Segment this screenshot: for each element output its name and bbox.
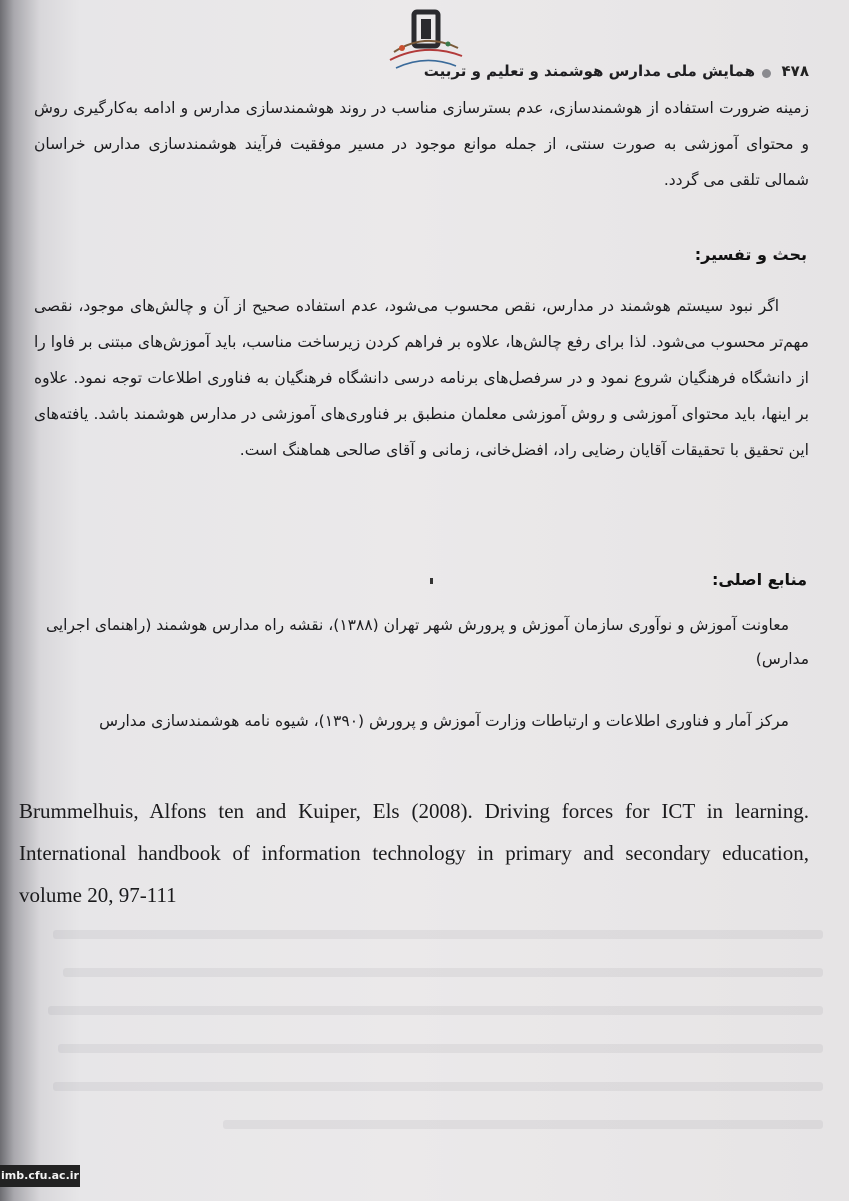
bleed-line [58,1044,823,1053]
conference-title: همایش ملی مدارس هوشمند و تعلیم و تربیت [423,62,755,80]
bleed-line [63,968,823,977]
bullet-dot-icon [762,69,771,78]
page-number: ۴۷۸ [781,62,809,80]
intro-paragraph: زمینه ضرورت استفاده از هوشمندسازی، عدم بسترسازی مناسب در روند هوشمندسازی مدارس و ادامه به‌کارگیری روش و محتوای آموزشی به صورت سنتی، از جمله موانع موجود در مسیر موفقیت فرآیند هوشمندسازی مدارس خراسان شمالی تلقی می گردد. [34,99,809,189]
reference-item-2: مرکز آمار و فناوری اطلاعات و ارتباطات وزارت آموزش و پرورش (۱۳۹۰)، شیوه نامه هوشمندسازی مدارس [99,712,789,730]
print-speck [430,578,433,584]
running-header [389,62,809,92]
reference-item-english: Brummelhuis, Alfons ten and Kuiper, Els (2008). Driving forces for ICT in learning. International handbook of information technology in primary and secondary education, volume 20, 97-111 [19,799,809,907]
reference-item-1: معاونت آموزش و نوآوری سازمان آموزش و پرورش شهر تهران (۱۳۸۸)، نقشه راه مدارس هوشمند (راهنمای اجرایی مدارس) [45,616,809,668]
discussion-paragraph: اگر نبود سیستم هوشمند در مدارس، نقص محسوب می‌شود، عدم استفاده صحیح از آن و چالش‌های موجود، نقصی مهم‌تر محسوب می‌شود. لذا برای رفع چالش‌ها، علاوه بر فراهم کردن زیرساخت مناسب، باید آموزش‌های مبتنی بر فاوا را از دانشگاه فرهنگیان شروع نمود و در سرفصل‌های برنامه درسی دانشگاه فرهنگیان به فناوری اطلاعات توجه نمود. علاوه بر اینها، باید محتوای آموزشی و روش آموزشی معلمان منطبق بر فناوری‌های آموزشی در مدارس هوشمند باشد. یافته‌های این تحقیق با تحقیقات آقایان رضایی راد، افضل‌خانی، زمانی و آقای صالحی هماهنگ است. [34,297,809,459]
bleed-line [48,1006,823,1015]
discussion-heading: بحث و تفسیر: [694,245,807,264]
bleed-line [53,1082,823,1091]
site-watermark: imb.cfu.ac.ir [0,1165,80,1187]
bleed-line [223,1120,823,1129]
bleed-line [53,930,823,939]
references-heading: منابع اصلی: [711,570,807,589]
